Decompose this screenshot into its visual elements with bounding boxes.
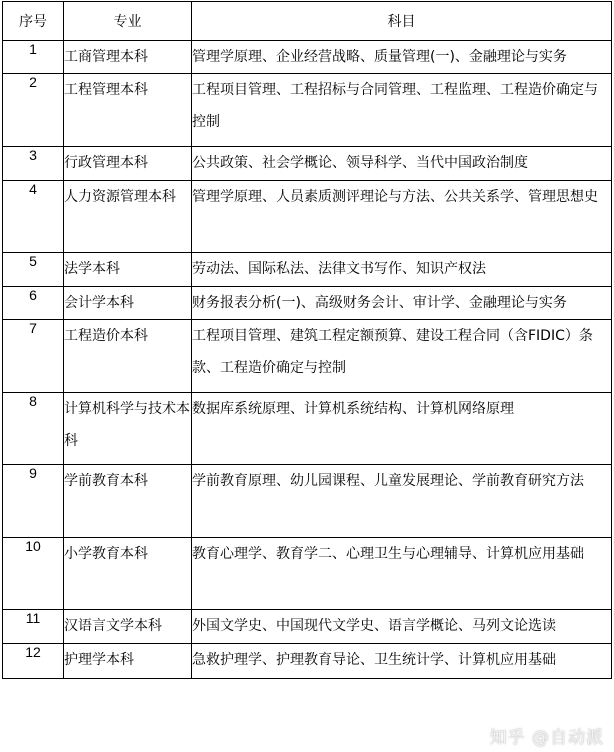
row-subjects: 急救护理学、护理教育导论、卫生统计学、计算机应用基础 — [192, 644, 612, 679]
row-major: 学前教育本科 — [64, 465, 192, 538]
header-major: 专业 — [64, 2, 192, 41]
row-subjects: 管理学原理、人员素质测评理论与方法、公共关系学、管理思想史 — [192, 181, 612, 253]
row-major: 计算机科学与技术本科 — [64, 393, 192, 465]
subjects-table — [2, 1, 612, 679]
header-number: 序号 — [3, 2, 64, 41]
row-subjects: 教育心理学、教育学二、心理卫生与心理辅导、计算机应用基础 — [192, 538, 612, 610]
row-major: 小学教育本科 — [64, 538, 192, 610]
row-number: 4 — [3, 181, 64, 253]
row-subjects: 工程项目管理、工程招标与合同管理、工程监理、工程造价确定与控制 — [192, 74, 612, 147]
row-number: 7 — [3, 320, 64, 393]
row-subjects: 工程项目管理、建筑工程定额预算、建设工程合同（含FIDIC）条款、工程造价确定与控制 — [192, 320, 612, 393]
table-row — [3, 320, 612, 393]
row-subjects: 外国文学史、中国现代文学史、语言学概论、马列文论选读 — [192, 610, 612, 644]
row-number: 6 — [3, 287, 64, 320]
row-number: 3 — [3, 147, 64, 181]
table-header-row — [3, 2, 612, 41]
row-major: 工程管理本科 — [64, 74, 192, 147]
table-row — [3, 287, 612, 320]
row-subjects: 学前教育原理、幼儿园课程、儿童发展理论、学前教育研究方法 — [192, 465, 612, 538]
row-number: 11 — [3, 610, 64, 644]
row-major: 行政管理本科 — [64, 147, 192, 181]
row-number: 1 — [3, 41, 64, 74]
row-major: 人力资源管理本科 — [64, 181, 192, 253]
row-major: 护理学本科 — [64, 644, 192, 679]
table-row — [3, 253, 612, 287]
row-subjects: 管理学原理、企业经营战略、质量管理(一)、金融理论与实务 — [192, 41, 612, 74]
row-subjects: 财务报表分析(一)、高级财务会计、审计学、金融理论与实务 — [192, 287, 612, 320]
table-row — [3, 181, 612, 253]
table-row — [3, 644, 612, 679]
header-subjects: 科目 — [192, 2, 612, 41]
table-row — [3, 41, 612, 74]
row-major: 会计学本科 — [64, 287, 192, 320]
row-subjects: 公共政策、社会学概论、领导科学、当代中国政治制度 — [192, 147, 612, 181]
row-major: 工程造价本科 — [64, 320, 192, 393]
row-number: 2 — [3, 74, 64, 147]
row-major: 工商管理本科 — [64, 41, 192, 74]
row-subjects: 劳动法、国际私法、法律文书写作、知识产权法 — [192, 253, 612, 287]
table-row — [3, 465, 612, 538]
row-major: 法学本科 — [64, 253, 192, 287]
row-number: 12 — [3, 644, 64, 679]
row-number: 8 — [3, 393, 64, 465]
table-row — [3, 74, 612, 147]
row-number: 10 — [3, 538, 64, 610]
table-row — [3, 610, 612, 644]
table-row — [3, 393, 612, 465]
row-major: 汉语言文学本科 — [64, 610, 192, 644]
zhihu-watermark: 知乎 @自动派 — [489, 728, 604, 748]
row-subjects: 数据库系统原理、计算机系统结构、计算机网络原理 — [192, 393, 612, 465]
table-row — [3, 147, 612, 181]
table-row — [3, 538, 612, 610]
row-number: 5 — [3, 253, 64, 287]
row-number: 9 — [3, 465, 64, 538]
